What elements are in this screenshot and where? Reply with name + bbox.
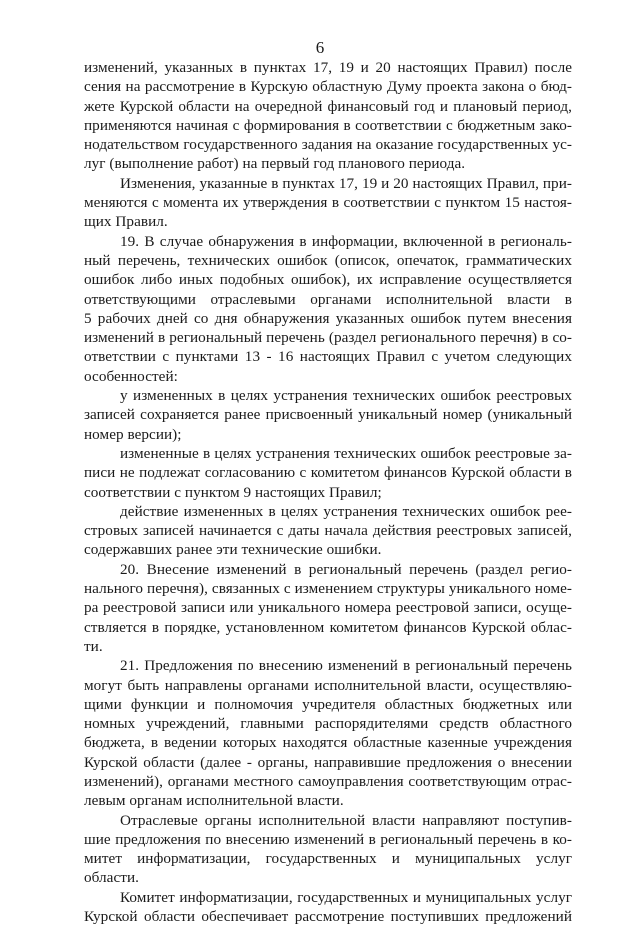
text-line: сения на рассмотрение в Курскую областную Думу проекта закона о бюд-	[84, 78, 572, 96]
text-line: ра реестровой записи или уникального номера реестровой записи, осуще-	[84, 599, 572, 617]
text-line: у измененных в целях устранения технических ошибок реестровых	[120, 387, 572, 405]
text-line: нодательством государственного задания на оказание государственных ус-	[84, 136, 572, 154]
text-line: жете Курской области на очередной финансовый год и плановый период,	[84, 97, 572, 115]
text-line: 21. Предложения по внесению изменений в региональный перечень	[120, 657, 572, 675]
text-line: действие измененных в целях устранения технических ошибок рее-	[120, 502, 572, 520]
text-line: изменений, указанных в пунктах 17, 19 и 20 настоящих Правил) после	[84, 59, 572, 76]
text-line: изменений), органами местного самоуправления соответствующим отрас-	[84, 772, 572, 790]
text-line: измененные в целях устранения технических ошибок реестровые за-	[120, 444, 572, 462]
text-line: 20. Внесение изменений в региональный перечень (раздел регио-	[120, 560, 572, 578]
text-line: номных учреждений, главными распорядителями средств областного	[84, 715, 572, 733]
document-body	[84, 58, 572, 926]
text-line: стровых записей начинается с даты начала действия реестровых записей,	[84, 522, 572, 540]
text-line: Курской области обеспечивает рассмотрение поступивших предложений	[84, 908, 572, 926]
text-line: Комитет информатизации, государственных и муниципальных услуг	[120, 888, 572, 906]
text-line: содержавших ранее эти технические ошибки.	[84, 541, 382, 559]
text-line: митет информатизации, государственных и муниципальных услуг	[84, 850, 572, 868]
text-line: соответствии с пунктом 9 настоящих Правил;	[84, 483, 382, 501]
text-line: изменений в региональный перечень (раздел регионального перечня) в со-	[84, 329, 572, 347]
text-line: Курской области (далее - органы, направившие предложения о внесении	[84, 753, 572, 771]
text-line: 5 рабочих дней со дня обнаружения указанных ошибок путем внесения	[84, 309, 572, 327]
text-line: ный перечень, технических ошибок (описок, опечаток, грамматических	[84, 251, 572, 269]
text-line: шие предложения по внесению изменений в региональный перечень в ко-	[84, 830, 572, 848]
text-line: щими функции и полномочия учредителя областных бюджетных или	[84, 695, 572, 713]
text-line: ствляется в порядке, установленном комитетом финансов Курской облас-	[84, 618, 572, 636]
page-number: 6	[315, 38, 325, 57]
text-line: записей сохраняется ранее присвоенный уникальный номер (уникальный	[84, 406, 572, 424]
text-line: бюджета, в ведении которых находятся областные казенные учреждения	[84, 734, 572, 752]
text-line: ошибок либо иных подобных ошибок), их исправление осуществляется	[84, 271, 572, 289]
text-line: левым органам исполнительной власти.	[84, 792, 344, 810]
text-line: ответствующими отраслевыми органами исполнительной власти в	[84, 290, 572, 308]
text-line: щих Правил.	[84, 213, 168, 231]
text-line: писи не подлежат согласованию с комитетом финансов Курской области в	[84, 464, 572, 482]
text-line: ти.	[84, 637, 103, 655]
text-line: номер версии);	[84, 425, 182, 443]
text-line: нального перечня), связанных с изменением структуры уникального номе-	[84, 580, 572, 598]
text-line: 19. В случае обнаружения в информации, включенной в региональ-	[120, 232, 572, 250]
text-line: Отраслевые органы исполнительной власти направляют поступив-	[120, 811, 572, 829]
text-line: Изменения, указанные в пунктах 17, 19 и 20 настоящих Правил, при-	[120, 174, 572, 192]
text-line: применяются начиная с формирования в соответствии с бюджетным зако-	[84, 116, 572, 134]
text-line: ответствии с пунктами 13 - 16 настоящих Правил с учетом следующих	[84, 348, 572, 366]
text-line: меняются с момента их утверждения в соответствии с пунктом 15 настоя-	[84, 194, 572, 212]
text-line: луг (выполнение работ) на первый год планового периода.	[84, 155, 466, 173]
text-line: особенностей:	[84, 367, 178, 385]
text-line: области.	[84, 869, 139, 887]
text-line: могут быть направлены органами исполнительной власти, осуществляю-	[84, 676, 572, 694]
